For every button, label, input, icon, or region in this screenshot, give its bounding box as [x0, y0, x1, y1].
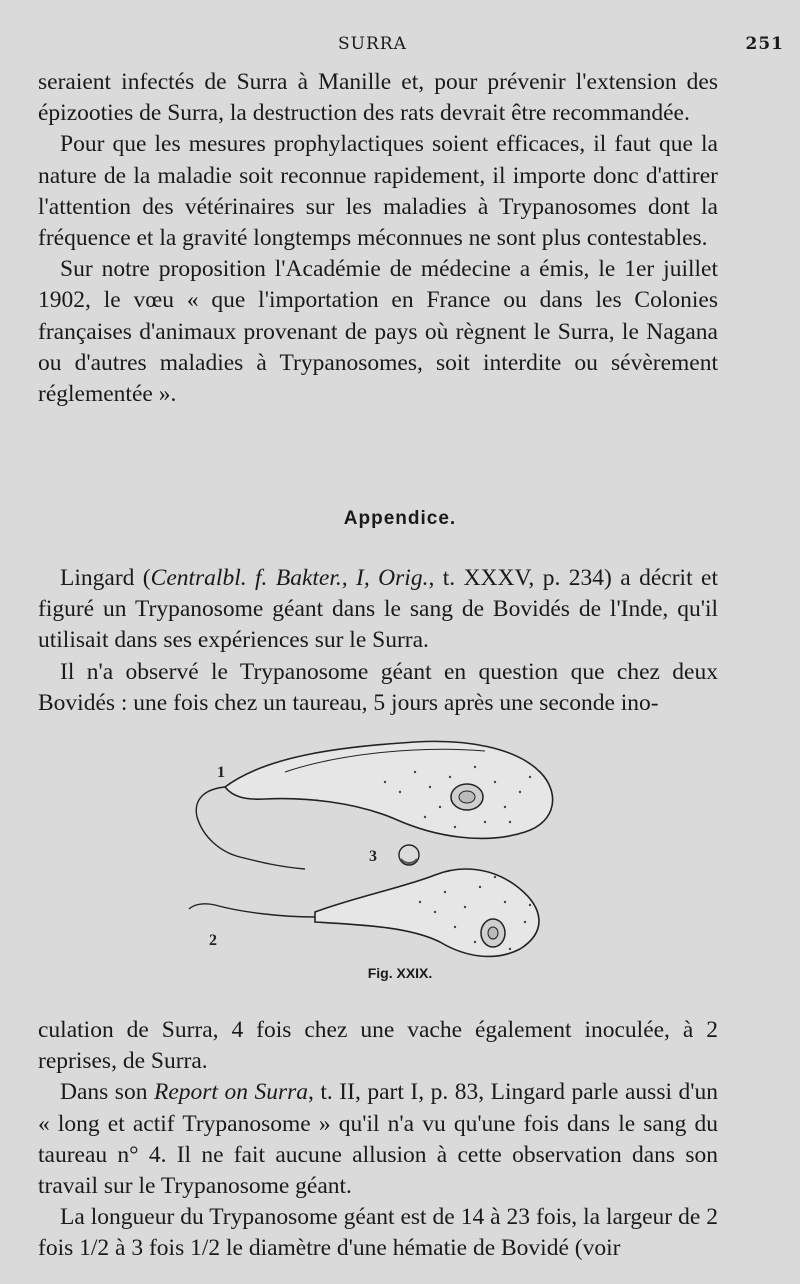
- paragraph: Il n'a observé le Trypanosome géant en question que chez deux Bovidés : une fois chez un taureau, 5 jours après une seconde ino-: [38, 658, 718, 716]
- text-run: Dans son: [60, 1079, 154, 1106]
- red-blood-cell: [399, 845, 419, 865]
- paragraph: La longueur du Trypanosome géant est de 14 à 23 fois, la largeur de 2 fois 1/2 à 3 fois 1/2 le diamètre d'une hématie de Bovidé (voir: [38, 1204, 718, 1262]
- paragraph: culation de Surra, 4 fois chez une vache également inoculée, à 2 reprises, de Surra.: [38, 1017, 718, 1075]
- running-title: SURRA: [338, 34, 407, 54]
- figure-caption: Fig. XXIX.: [367, 965, 433, 981]
- page-number: 251: [745, 34, 784, 54]
- figure-label-1: 1: [217, 764, 225, 781]
- citation-italic: Report on Surra: [153, 1079, 308, 1106]
- figure-label-3: 3: [369, 848, 377, 865]
- page-header: [0, 30, 800, 58]
- paragraph: [38, 563, 718, 657]
- paragraph: [38, 1077, 718, 1202]
- figure-label-2: 2: [209, 932, 217, 949]
- section-title: Appendice.: [343, 508, 457, 529]
- text-run: Lingard (: [60, 565, 151, 591]
- text-block-appendice: [38, 563, 718, 719]
- text-block-top: [38, 67, 718, 410]
- trypanosome-2: [189, 869, 539, 956]
- citation-italic: Centralbl. f. Bakter., I, Orig.: [150, 565, 429, 591]
- text-run: , t. XXXV, p. 234) a décrit et figuré un Trypanosome géant dans le sang de Bovidés de l'Inde, qu'il utilisait dans ses expériences sur le Surra.: [38, 565, 718, 654]
- text-run: , t. II, part I, p. 83, Lingard parle aussi d'un « long et actif Trypanosome » qu'il n'a vu qu'une fois dans le sang du taureau n° 4. Il ne fait aucune allusion à cette observation dans son travail sur le Trypanosome géant.: [38, 1079, 718, 1200]
- paragraph: Sur notre proposition l'Académie de médecine a émis, le 1er juillet 1902, le vœu « que l'importation en France ou dans les Colonies françaises d'animaux provenant de pays où règnent le Surra, le Nagana ou d'autres maladies à Trypanosomes, soit interdite ou sévèrement réglementée ».: [38, 256, 718, 408]
- paragraph: Pour que les mesures prophylactiques soient efficaces, il faut que la nature de la maladie soit reconnue rapidement, il importe donc d'attirer l'attention des vétérinaires sur les maladies à Trypanosomes dont la fréquence et la gravité longtemps méconnues ne sont plus contestables.: [38, 131, 718, 252]
- trypanosome-figure: [185, 727, 585, 977]
- paragraph: seraient infectés de Surra à Manille et, pour prévenir l'extension des épizooties de Surra, la destruction des rats devrait être recommandée.: [38, 69, 718, 127]
- text-block-bottom: [38, 1015, 718, 1265]
